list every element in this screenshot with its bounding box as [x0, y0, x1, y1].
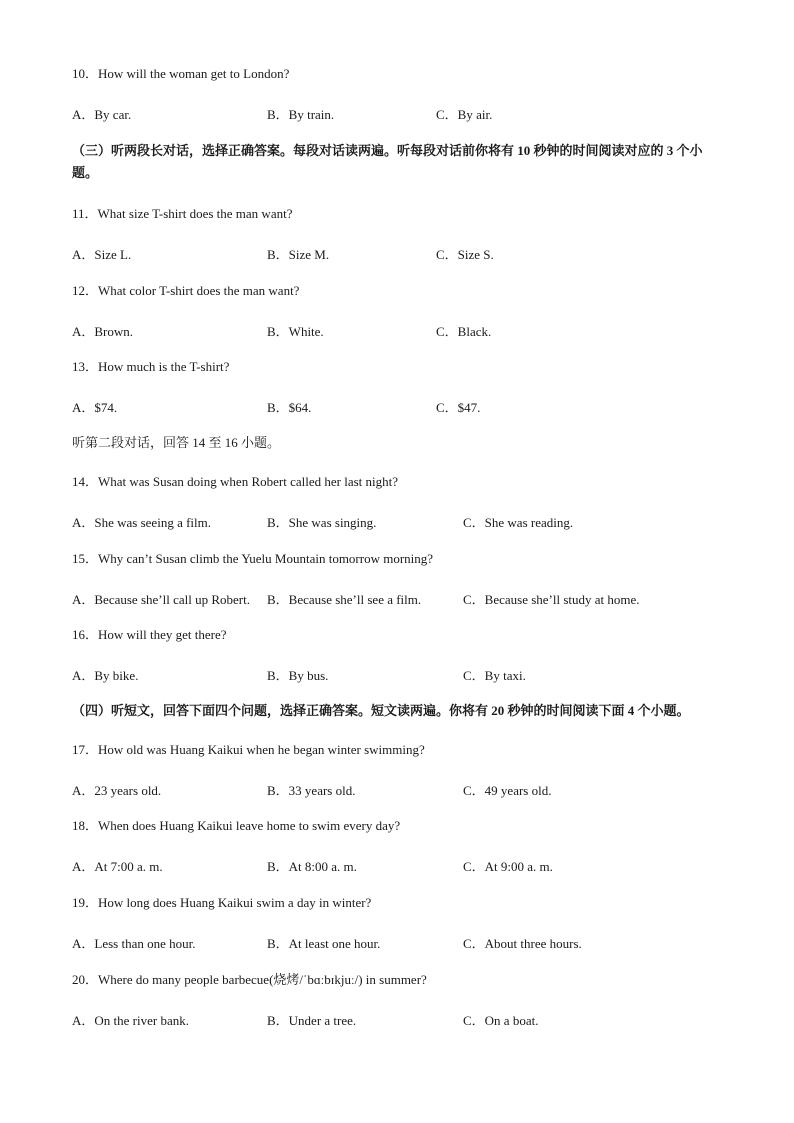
options-row: [0, 244, 794, 260]
option-c: C．Size S.: [436, 247, 494, 262]
question-text: 12．What color T-shirt does the man want?: [72, 283, 300, 298]
section-heading: （三）听两段长对话，选择正确答案。每段对话读两遍。听每段对话前你将有 10 秒钟的时间阅读对应的 3 个小题。: [72, 143, 703, 180]
option-b: B．33 years old.: [267, 783, 356, 798]
options-row: [0, 665, 794, 681]
options-row: [0, 933, 794, 949]
options-row: [0, 397, 794, 413]
option-a: A．Brown.: [72, 324, 134, 339]
option-b: B．Size M.: [267, 247, 330, 262]
option-c: C．By air.: [436, 107, 493, 122]
option-b: B．Because she’ll see a film.: [267, 592, 422, 607]
option-a: A．By car.: [72, 107, 132, 122]
option-c: C．By taxi.: [463, 668, 526, 683]
option-a: A．23 years old.: [72, 783, 162, 798]
option-c: C．Black.: [436, 324, 492, 339]
options-row: [0, 1010, 794, 1026]
option-b: B．At 8:00 a. m.: [267, 859, 357, 874]
option-b: B．$64.: [267, 400, 312, 415]
option-b: B．She was singing.: [267, 515, 377, 530]
option-a: A．By bike.: [72, 668, 139, 683]
question-text: 10．How will the woman get to London?: [72, 66, 290, 81]
question-text: 14．What was Susan doing when Robert called her last night?: [72, 474, 399, 489]
question-text: 13．How much is the T-shirt?: [72, 359, 230, 374]
question-text: 听第二段对话，回答 14 至 16 小题。: [72, 435, 281, 450]
options-row: [0, 780, 794, 796]
option-a: A．Size L.: [72, 247, 132, 262]
option-b: B．White.: [267, 324, 324, 339]
option-c: C．On a boat.: [463, 1013, 539, 1028]
options-row: [0, 321, 794, 337]
section-heading: （四）听短文，回答下面四个问题，选择正确答案。短文读两遍。你将有 20 秒钟的时间阅读下面 4 个小题。: [72, 703, 690, 718]
question-text: 18．When does Huang Kaikui leave home to swim every day?: [72, 818, 401, 833]
option-a: A．$74.: [72, 400, 118, 415]
option-a: A．Less than one hour.: [72, 936, 196, 951]
question-text: 15．Why can’t Susan climb the Yuelu Mountain tomorrow morning?: [72, 551, 434, 566]
options-row: [0, 512, 794, 528]
option-a: A．She was seeing a film.: [72, 515, 212, 530]
option-c: C．Because she’ll study at home.: [463, 592, 640, 607]
option-a: A．Because she’ll call up Robert.: [72, 592, 250, 607]
option-b: B．At least one hour.: [267, 936, 381, 951]
question-text: 20．Where do many people barbecue(烧烤/ˈbɑːbɪkjuː/) in summer?: [72, 972, 427, 987]
question-text: 11．What size T-shirt does the man want?: [72, 206, 293, 221]
options-row: [0, 856, 794, 872]
option-c: C．49 years old.: [463, 783, 552, 798]
option-c: C．She was reading.: [463, 515, 574, 530]
option-b: B．By bus.: [267, 668, 329, 683]
option-c: C．At 9:00 a. m.: [463, 859, 553, 874]
question-text: 19．How long does Huang Kaikui swim a day in winter?: [72, 895, 372, 910]
option-c: C．About three hours.: [463, 936, 582, 951]
option-b: B．Under a tree.: [267, 1013, 357, 1028]
option-a: A．At 7:00 a. m.: [72, 859, 163, 874]
question-text: 17．How old was Huang Kaikui when he began winter swimming?: [72, 742, 425, 757]
option-b: B．By train.: [267, 107, 335, 122]
question-text: 16．How will they get there?: [72, 627, 227, 642]
options-row: [0, 589, 794, 605]
options-row: [0, 104, 794, 120]
option-a: A．On the river bank.: [72, 1013, 189, 1028]
option-c: C．$47.: [436, 400, 481, 415]
